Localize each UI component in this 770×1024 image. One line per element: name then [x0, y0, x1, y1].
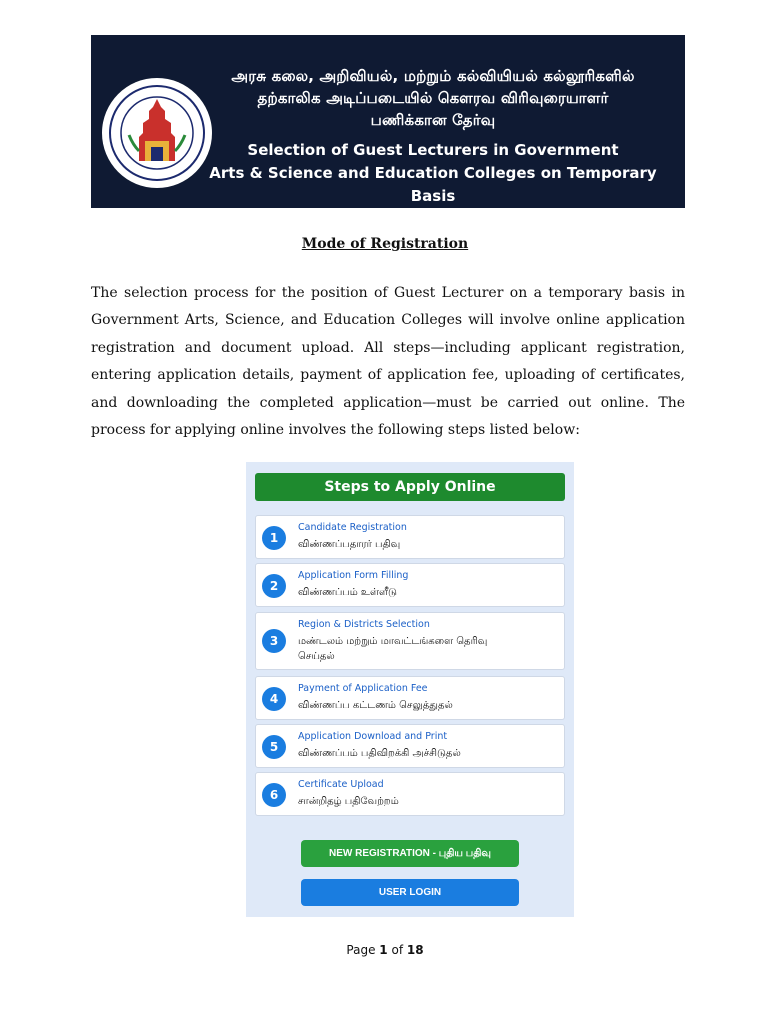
total-pages: 18 — [406, 943, 424, 957]
step-card — [255, 676, 565, 720]
step-label-tamil: விண்ணப்பம் உள்ளீடு — [298, 587, 397, 598]
page-footer — [0, 943, 770, 957]
of-word: of — [391, 943, 404, 957]
new-registration-button[interactable]: NEW REGISTRATION - புதிய பதிவு — [301, 840, 519, 867]
step-card — [255, 724, 565, 768]
step-label-tamil: விண்ணப்ப கட்டணம் செலுத்துதல் — [298, 700, 453, 711]
step-label-english: Application Form Filling — [298, 570, 409, 581]
user-login-button[interactable]: USER LOGIN — [301, 879, 519, 906]
intro-paragraph: The selection process for the position of Guest Lecturer on a temporary basis in Government Arts, Science, and Education Colleges will involve online application registration and document upload. All steps—including applicant registration, entering application details, payment of application fee, uploading of certificates, and downloading the completed application—must be carried out online. The process for applying online involves the following steps listed below: — [91, 285, 685, 439]
section-heading: Mode of Registration — [301, 236, 469, 252]
step-label-english: Certificate Upload — [298, 779, 384, 790]
banner-tamil-line-1: அரசு கலை, அறிவியல், மற்றும் கல்வியியல் கல்லூரிகளில் — [231, 67, 635, 85]
banner-tamil-line-3: பணிக்கான தேர்வு — [370, 111, 496, 129]
step-number-badge: 5 — [262, 735, 286, 759]
step-card — [255, 515, 565, 559]
step-label-tamil: சான்றிதழ் பதிவேற்றம் — [298, 796, 399, 807]
step-label-english: Payment of Application Fee — [298, 683, 428, 694]
step-card — [255, 612, 565, 670]
step-card — [255, 563, 565, 607]
step-number-badge: 6 — [262, 783, 286, 807]
steps-panel — [246, 462, 574, 917]
step-number-badge: 4 — [262, 687, 286, 711]
step-card — [255, 772, 565, 816]
header-banner — [91, 35, 685, 208]
banner-english-line-2: Arts & Science and Education Colleges on Temporary Basis — [209, 164, 657, 205]
step-label-english: Region & Districts Selection — [298, 619, 430, 630]
step-label-english: Candidate Registration — [298, 522, 407, 533]
step-label-tamil: விண்ணப்பம் பதிவிறக்கி அச்சிடுதல் — [298, 748, 461, 759]
step-label-english: Application Download and Print — [298, 731, 448, 742]
banner-english-line-1: Selection of Guest Lecturers in Government — [247, 141, 619, 159]
step-number-badge: 3 — [262, 629, 286, 653]
steps-title: Steps to Apply Online — [255, 473, 565, 501]
step-number-badge: 2 — [262, 574, 286, 598]
step-label-tamil: விண்ணப்பதாரர் பதிவு — [298, 539, 401, 550]
page-word: Page — [346, 943, 376, 957]
step-number-badge: 1 — [262, 526, 286, 550]
step-label-tamil: மண்டலம் மற்றும் மாவட்டங்களை தெரிவு செய்தல் — [298, 636, 488, 662]
banner-tamil-line-2: தற்காலிக அடிப்படையில் கௌரவ விரிவுரையாளர் — [257, 89, 609, 107]
page-number: 1 — [379, 943, 388, 957]
